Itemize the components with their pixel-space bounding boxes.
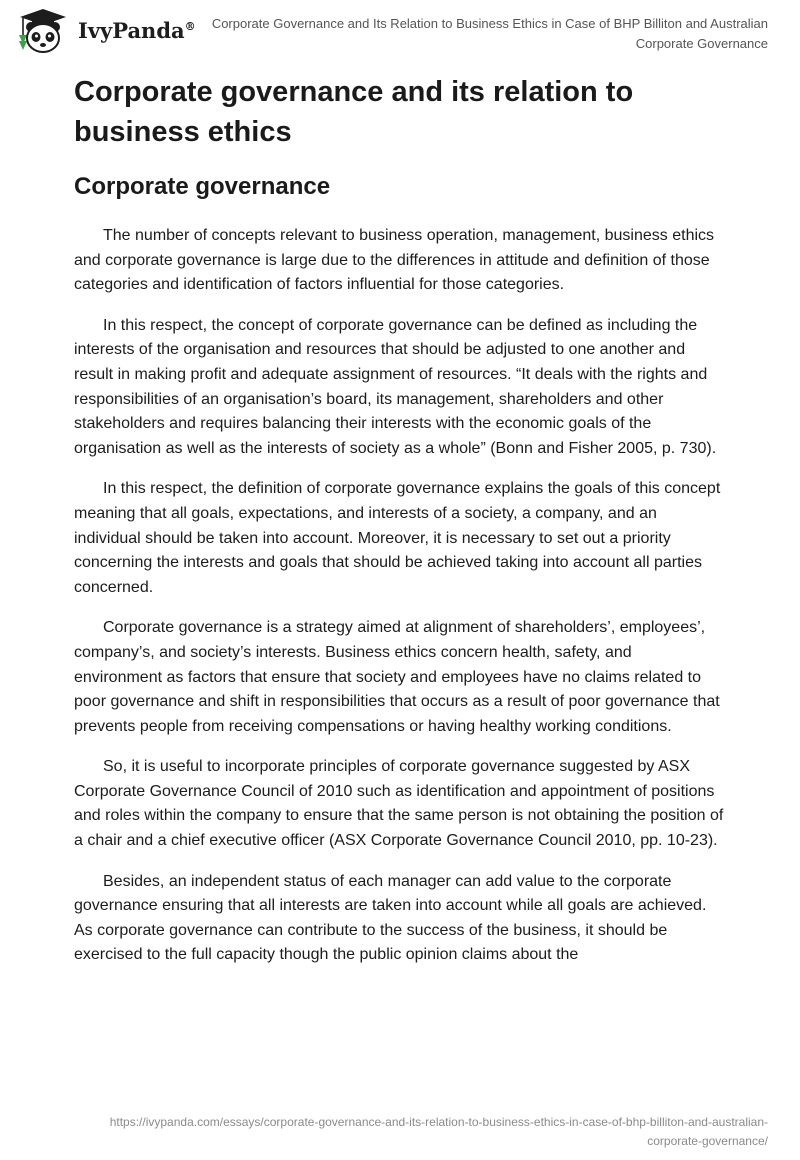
source-url-line-2: corporate-governance/ <box>647 1134 768 1148</box>
page-header <box>0 0 800 60</box>
paragraph-1: The number of concepts relevant to business operation, management, business ethics and corporate governance is large due to the differences in attitude and definition of those categories and identification of factors influential for those categories. <box>74 227 715 294</box>
page-title: Corporate governance and its relation to business ethics <box>74 76 634 148</box>
section-heading: Corporate governance <box>74 173 331 200</box>
paragraph-4: Corporate governance is a strategy aimed at alignment of shareholders’, employees’, company’s, and society’s interests. Business ethics concern health, safety, and environment as factors that ensure that society and employees have no claims related to poor governance and shift in responsibilities that occurs as a result of poor governance that prevents people from receiving compensations or having healthy working conditions. <box>74 619 720 735</box>
source-url-line-1: https://ivypanda.com/essays/corporate-governance-and-its-relation-to-business-ethics-in-case-of-bhp-billiton-and-australian- <box>109 1115 768 1129</box>
registered-mark: ® <box>184 20 196 33</box>
paragraph-6: Besides, an independent status of each manager can add value to the corporate governance ensuring that all interests are taken into account while all goals are achieved. As corporate governance can contribute to the success of the business, it should be exercised to the full capacity though the public opinion claims about the <box>74 872 707 964</box>
ivypanda-logo[interactable] <box>14 8 214 54</box>
document-title: Corporate Governance and Its Relation to Business Ethics in Case of BHP Billiton and Australian Corporate Governance <box>211 16 768 51</box>
paragraph-2: In this respect, the concept of corporate governance can be defined as including the interests of the organisation and resources that should be adjusted to one another and result in making profit and adequate assignment of resources. “It deals with the rights and responsibilities of an organisation’s board, its management, shareholders and other stakeholders and requires balancing their interests with the economic goals of the organisation as well as the interests of society as a whole” (Bonn and Fisher 2005, p. 730). <box>74 316 717 457</box>
paragraph-3: In this respect, the definition of corporate governance explains the goals of this concept meaning that all goals, expectations, and interests of a society, a company, and an individual should be taken into account. Moreover, it is necessary to set out a priority concerning the interests and goals that should be achieved taking into account all parties concerned. <box>74 480 721 596</box>
source-url[interactable] <box>48 1113 768 1151</box>
paragraph-5: So, it is useful to incorporate principles of corporate governance suggested by ASX Corporate Governance Council of 2010 such as identification and appointment of positions and roles within the company to ensure that the same person is not obtaining the position of a chair and a chief executive officer (ASX Corporate Governance Council 2010, pp. 10-23). <box>74 758 724 850</box>
panda-logo-icon <box>14 8 72 54</box>
brand-name: IvyPanda® <box>78 18 196 43</box>
article-body <box>74 72 724 968</box>
